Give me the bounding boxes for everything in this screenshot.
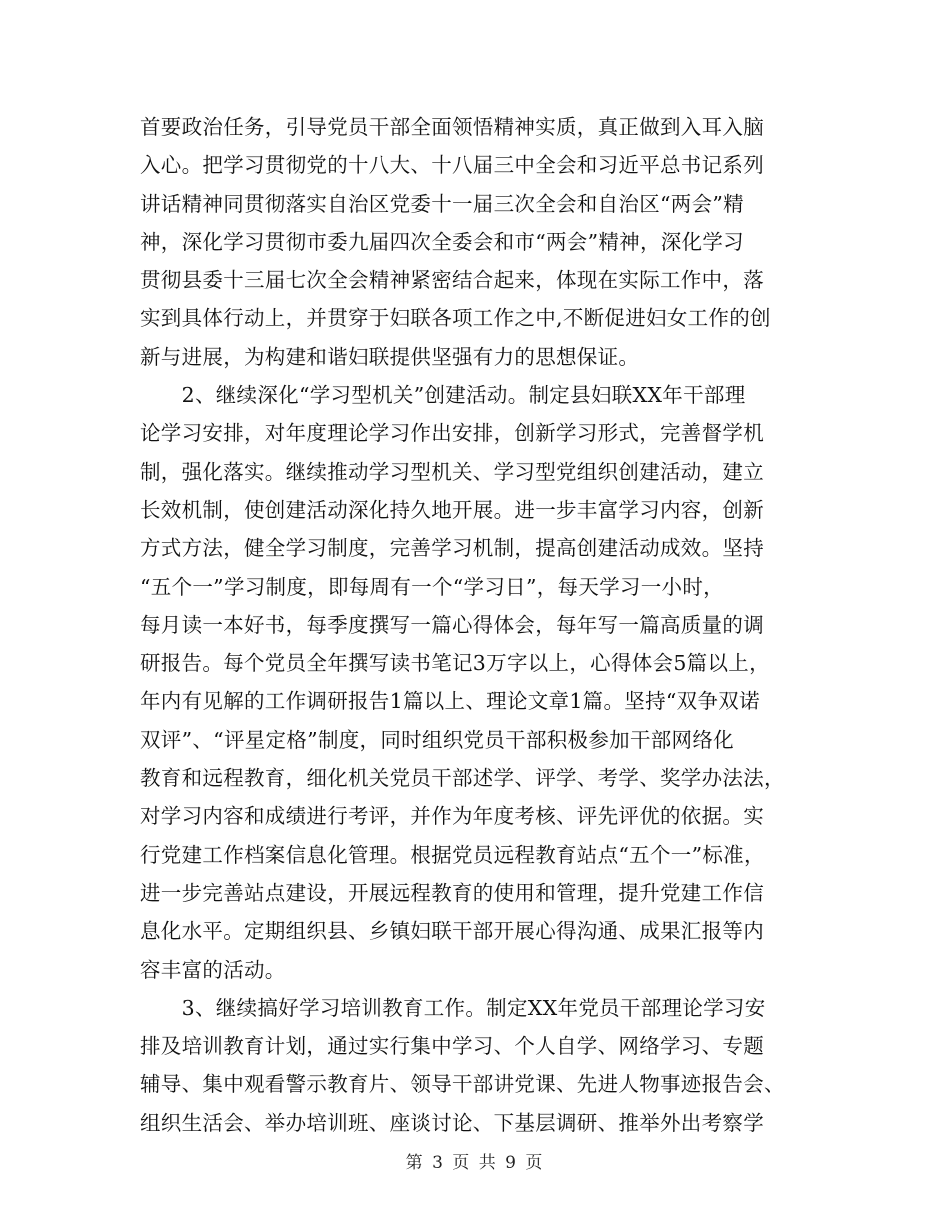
text-line: 贯彻县委十三届七次全会精神紧密结合起来，体现在实际工作中，落 [140, 268, 764, 293]
text-line: 讲话精神同贯彻落实自治区党委十一届三次全会和自治区“两会”精 [140, 191, 744, 216]
text-line: 双评”、“评星定格”制度，同时组织党员干部积极参加干部网络化 [140, 727, 734, 752]
text-line: 行党建工作档案信息化管理。根据党员远程教育站点“五个一”标准， [140, 842, 765, 867]
text-line: 制，强化落实。继续推动学习型机关、学习型党组织创建活动，建立 [140, 459, 764, 484]
text-line: 对学习内容和成绩进行考评，并作为年度考核、评先评优的依据。实 [140, 804, 764, 829]
text-line: 排及培训教育计划，通过实行集中学习、个人自学、网络学习、专题 [140, 1034, 764, 1059]
text-line: 年内有见解的工作调研报告1篇以上、理论文章1篇。坚持“双争双诺 [140, 689, 760, 714]
text-line: 新与进展，为构建和谐妇联提供坚强有力的思想保证。 [140, 344, 640, 369]
text-line: 实到具体行动上，并贯穿于妇联各项工作之中,不断促进妇女工作的创 [140, 306, 771, 331]
text-line: 神，深化学习贯彻市委九届四次全委会和市“两会”精神，深化学习 [140, 229, 744, 254]
text-line: 每月读一本好书，每季度撰写一篇心得体会，每年写一篇高质量的调 [140, 612, 764, 637]
text-line: 教育和远程教育，细化机关党员干部述学、评学、考学、奖学办法法， [140, 766, 785, 791]
text-line: 辅导、集中观看警示教育片、领导干部讲党课、先进人物事迹报告会、 [140, 1072, 785, 1097]
text-line: 入心。把学习贯彻党的十八大、十八届三中全会和习近平总书记系列 [140, 153, 764, 178]
text-line: 研报告。每个党员全年撰写读书笔记3万字以上，心得体会5篇以上， [140, 651, 770, 676]
text-line: 首要政治任务，引导党员干部全面领悟精神实质，真正做到入耳入脑 [140, 115, 764, 139]
text-line: “五个一”学习制度，即每周有一个“学习日”，每天学习一小时， [140, 574, 724, 599]
text-line: 组织生活会、举办培训班、座谈讨论、下基层调研、推举外出考察学 [140, 1110, 764, 1135]
body-text [140, 108, 820, 1142]
page-number-footer: 第 3 页 共 9 页 [405, 1153, 545, 1173]
text-line: 长效机制，使创建活动深化持久地开展。进一步丰富学习内容，创新 [140, 497, 764, 522]
text-line: 方式方法，健全学习制度，完善学习机制，提高创建活动成效。坚持 [140, 536, 764, 561]
text-line: 息化水平。定期组织县、乡镇妇联干部开展心得沟通、成果汇报等内 [140, 919, 764, 944]
text-line: 论学习安排，对年度理论学习作出安排，创新学习形式，完善督学机 [140, 421, 764, 446]
text-line: 进一步完善站点建设，开展远程教育的使用和管理，提升党建工作信 [140, 880, 764, 905]
text-line: 3、继续搞好学习培训教育工作。制定XX年党员干部理论学习安 [140, 995, 766, 1020]
text-line: 容丰富的活动。 [140, 957, 286, 982]
text-line: 2、继续深化“学习型机关”创建活动。制定县妇联XX年干部理 [140, 383, 746, 408]
